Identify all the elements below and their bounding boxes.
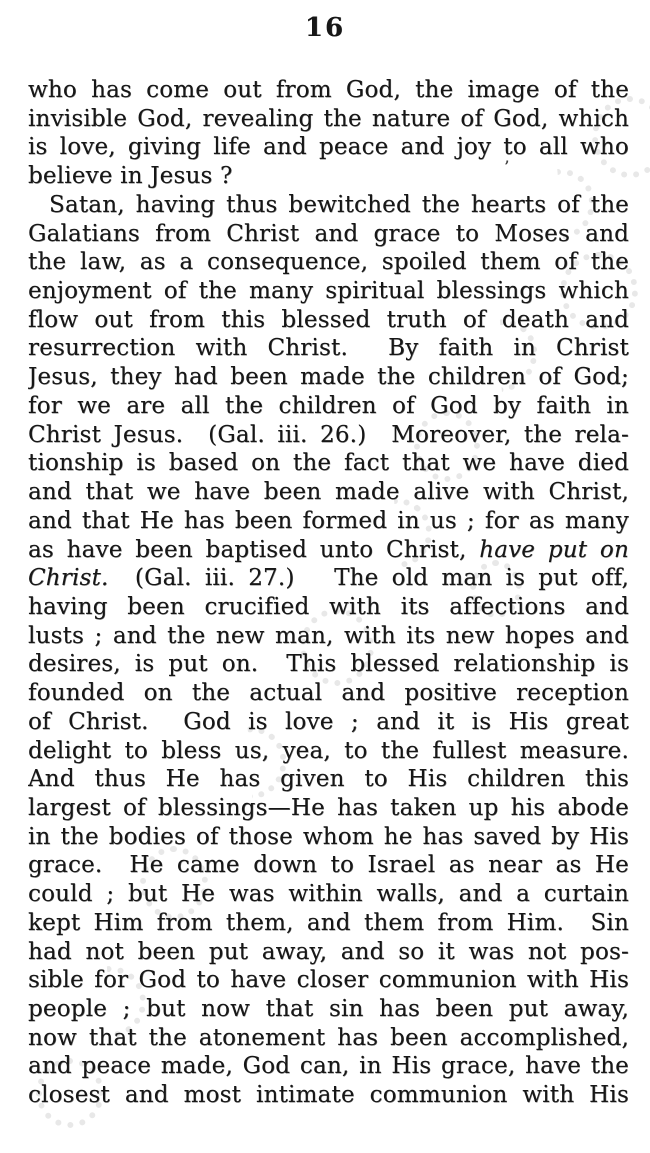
body-text: closest and most intimate communion with His	[28, 1082, 629, 1109]
body-text: people ; but now that sin has been put away,	[28, 996, 629, 1022]
text-line	[28, 507, 629, 536]
body-text: as have been baptised unto Christ,	[28, 536, 480, 563]
text-line	[28, 334, 629, 363]
body-text: Jesus, they had been made the children of God;	[28, 364, 629, 391]
text-line	[28, 105, 629, 134]
body-text: and peace made, God can, in His grace, have the	[28, 1053, 629, 1080]
italic-text: have put on	[479, 536, 629, 563]
body-text: Galatians from Christ and grace to Moses and	[28, 220, 629, 247]
body-text: sible for God to have closer communion with His	[28, 967, 629, 994]
text-line	[28, 392, 629, 421]
page-number: 16	[304, 13, 346, 43]
body-text: (Gal. iii. 27.) The old man is put off,	[108, 565, 629, 592]
text-line	[28, 737, 629, 766]
text-line	[28, 622, 629, 651]
body-text: grace. He came down to Israel as near as He	[28, 852, 629, 879]
text-line	[28, 220, 629, 249]
body-text: Christ Jesus. (Gal. iii. 26.) Moreover, the rela-	[28, 421, 629, 448]
text-line	[28, 794, 629, 823]
text-line	[28, 277, 629, 306]
body-text: who has come out from God, the image of the	[28, 77, 629, 103]
text-line	[28, 76, 629, 105]
text-line	[28, 1024, 629, 1053]
body-text: enjoyment of the many spiritual blessings which	[28, 278, 629, 305]
text-line	[28, 593, 629, 622]
body-text: could ; but He was within walls, and a curtain	[28, 881, 629, 908]
text-line	[28, 536, 629, 565]
body-text: for we are all the children of God by faith in	[28, 392, 629, 419]
text-line	[28, 708, 629, 737]
text-line	[28, 823, 629, 852]
text-line	[28, 851, 629, 880]
text-line	[28, 306, 629, 335]
body-text: And thus He has given to His children this	[28, 766, 629, 793]
body-text: tionship is based on the fact that we have died	[28, 450, 629, 477]
text-line	[28, 421, 629, 450]
text-line	[28, 650, 629, 679]
body-text: lusts ; and the new man, with its new hopes and	[28, 622, 629, 649]
text-line	[28, 765, 629, 794]
text-line	[28, 880, 629, 909]
body-text: resurrection with Christ. By faith in Christ	[28, 335, 629, 362]
body-text: now that the atonement has been accomplished,	[28, 1024, 629, 1051]
body-text: kept Him from them, and them from Him. Sin	[28, 909, 629, 936]
text-line	[28, 1052, 629, 1081]
body-text: delight to bless us, yea, to the fullest measure.	[28, 737, 629, 764]
body-text: invisible God, revealing the nature of God, which	[28, 105, 629, 132]
text-line	[28, 248, 629, 277]
italic-text: Christ.	[28, 565, 109, 592]
text-line	[28, 966, 629, 995]
body-text: the law, as a consequence, spoiled them of the	[28, 249, 629, 276]
body-text: desires, is put on. This blessed relationship is	[28, 651, 629, 678]
text-line	[28, 133, 629, 162]
text-line	[28, 564, 629, 593]
body-text: largest of blessings—He has taken up his abode	[28, 794, 629, 821]
body-text: founded on the actual and positive reception	[28, 680, 629, 707]
text-line	[28, 449, 629, 478]
body-text: had not been put away, and so it was not pos-	[28, 938, 629, 965]
body-text: having been crucified with its affections and	[28, 593, 629, 620]
text-line	[28, 478, 629, 507]
text-block	[28, 76, 629, 1110]
body-text: Satan, having thus bewitched the hearts of the	[49, 191, 629, 218]
text-line	[28, 909, 629, 938]
body-text: and that He has been formed in us ; for as many	[28, 507, 629, 534]
body-text: flow out from this blessed truth of death and	[28, 306, 629, 333]
body-text: in the bodies of those whom he has saved by His	[28, 823, 629, 850]
body-text: and that we have been made alive with Christ,	[28, 479, 629, 506]
body-text: is love, giving life and peace and joy to all who	[28, 134, 629, 161]
text-line	[28, 679, 629, 708]
text-line	[28, 363, 629, 392]
text-line	[28, 162, 629, 191]
body-text: believe in Jesus ?	[28, 163, 233, 190]
text-line	[28, 995, 629, 1024]
text-line	[28, 191, 629, 220]
text-line	[28, 1081, 629, 1110]
text-line	[28, 938, 629, 967]
scan-artifact: ’	[504, 158, 510, 178]
body-text: of Christ. God is love ; and it is His great	[28, 708, 629, 735]
